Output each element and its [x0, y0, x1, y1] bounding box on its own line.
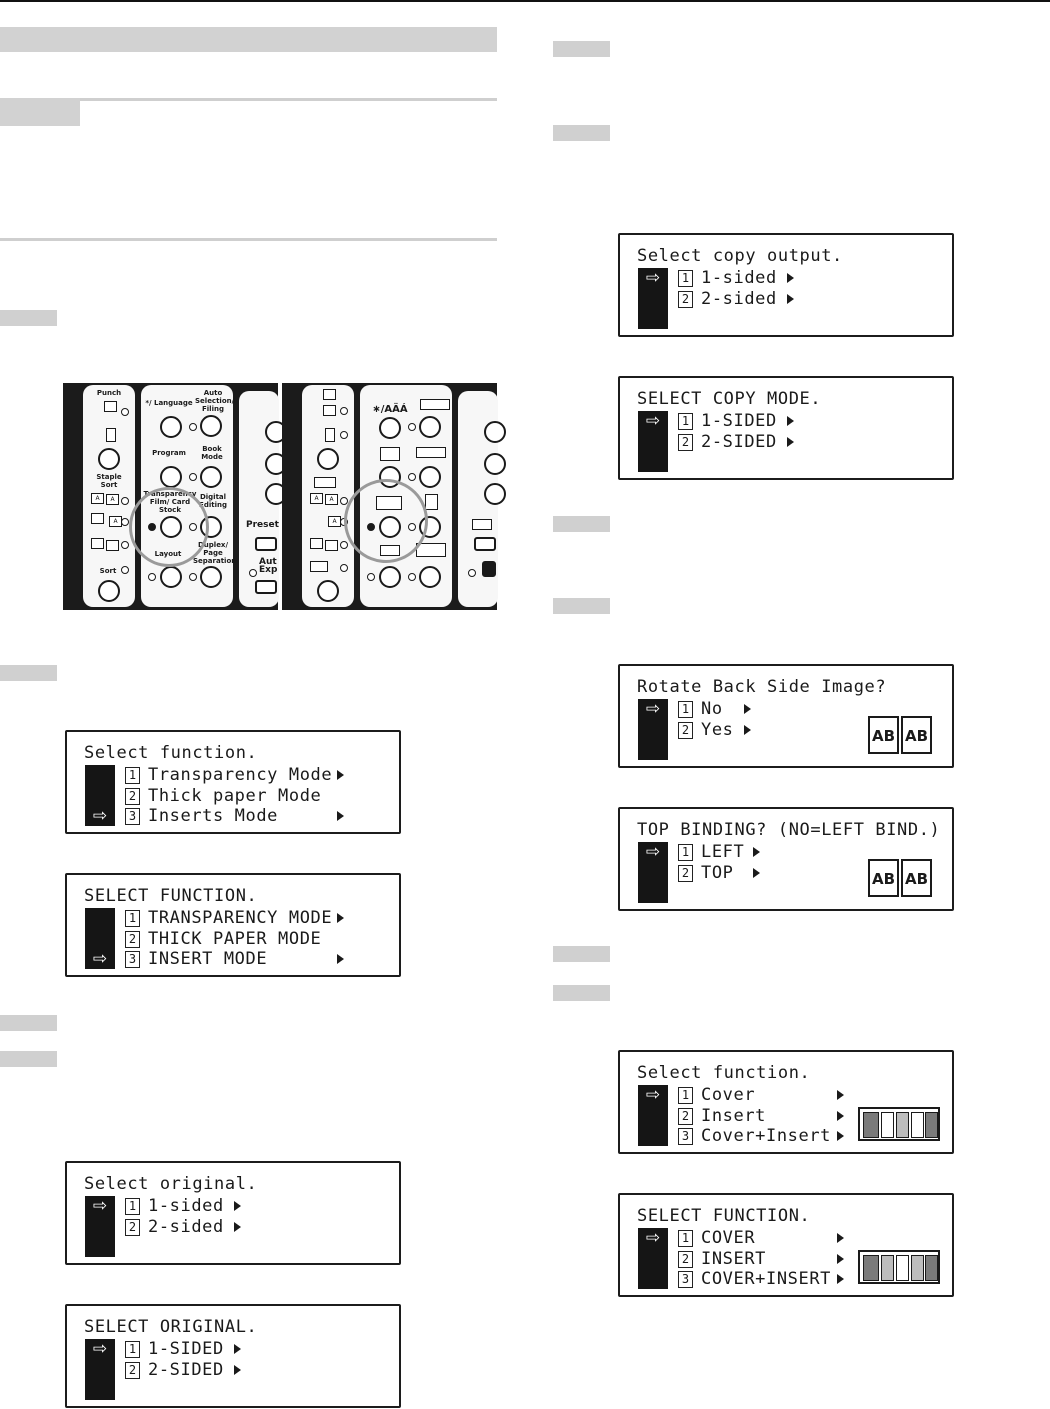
- operation-panel-illustration-left: [63, 383, 278, 610]
- option-number: 2: [125, 931, 140, 948]
- option-label: No: [701, 699, 723, 719]
- book-page-left: AB: [868, 859, 899, 897]
- punch-mode-icon: [104, 401, 117, 412]
- punch-button[interactable]: [98, 448, 120, 470]
- staple-icon: A: [325, 494, 338, 505]
- language-button[interactable]: [379, 417, 401, 439]
- document-stack-icon: [858, 1107, 940, 1141]
- staple-icon: A: [106, 494, 119, 505]
- step-marker: [553, 125, 610, 141]
- submenu-arrow-icon: [744, 725, 751, 735]
- cursor-arrow-icon: ⇨: [645, 268, 661, 288]
- option-label: Yes: [701, 720, 734, 740]
- lcd-screen-cover-insert: [618, 1050, 954, 1154]
- punch-led: [340, 407, 348, 415]
- auto-exposure-button[interactable]: [482, 561, 496, 577]
- lcd-option[interactable]: [678, 1126, 831, 1146]
- submenu-arrow-icon: [837, 1254, 844, 1264]
- panel-button[interactable]: [484, 453, 506, 475]
- submenu-arrow-icon: [753, 847, 760, 857]
- step-marker: [553, 41, 610, 57]
- submenu-arrow-icon: [234, 1201, 241, 1211]
- option-number: 3: [125, 808, 140, 825]
- lcd-title: SELECT FUNCTION.: [84, 886, 258, 906]
- cursor-arrow-icon: ⇨: [645, 1228, 661, 1248]
- lcd-title: Select function.: [637, 1063, 811, 1083]
- staple-sort-label: Staple Sort: [96, 473, 122, 489]
- option-label: THICK PAPER MODE: [148, 929, 322, 949]
- option-number: 2: [125, 788, 140, 805]
- option-number: 2: [678, 722, 693, 739]
- book-mode-button[interactable]: [419, 466, 441, 488]
- operation-panel-illustration-right: [282, 383, 497, 610]
- option-label: 1-sided: [701, 268, 777, 288]
- layout-label: Layout: [154, 550, 182, 558]
- submenu-arrow-icon: [837, 1090, 844, 1100]
- step-marker: [553, 946, 610, 962]
- sort-icon: [310, 561, 328, 572]
- step-marker: [553, 516, 610, 532]
- lcd-screen-top-binding: [618, 807, 954, 911]
- lcd-option[interactable]: [678, 842, 744, 862]
- preset-button[interactable]: [255, 537, 277, 551]
- option-number: 1: [678, 701, 693, 718]
- lcd-title: SELECT COPY MODE.: [637, 389, 822, 409]
- hole-icon: [106, 428, 116, 442]
- duplex-led: [408, 573, 416, 581]
- lcd-option[interactable]: [678, 411, 777, 431]
- lcd-title: Select original.: [84, 1174, 258, 1194]
- staple-sort-button[interactable]: [317, 580, 339, 602]
- sort-label: Sort: [99, 567, 117, 575]
- hole-icon: [325, 428, 335, 442]
- option-number: 2: [678, 865, 693, 882]
- submenu-arrow-icon: [837, 1111, 844, 1121]
- submenu-arrow-icon: [337, 770, 344, 780]
- option-label: Transparency Mode: [148, 765, 333, 785]
- option-number: 1: [678, 1230, 693, 1247]
- lcd-option[interactable]: [678, 1106, 766, 1126]
- lcd-option[interactable]: [678, 432, 777, 452]
- option-number: 1: [125, 910, 140, 927]
- punch-mode-icon: [323, 405, 336, 416]
- book-mode-led: [408, 473, 416, 481]
- lcd-title: Select function.: [84, 743, 258, 763]
- duplex-label: Duplex/ Page Separation: [193, 541, 237, 565]
- option-label: Cover+Insert: [701, 1126, 832, 1146]
- option-label: LEFT: [701, 842, 745, 862]
- staple-icon: [310, 538, 323, 549]
- lcd-option[interactable]: [678, 1228, 755, 1248]
- option-number: 2: [678, 1251, 693, 1268]
- lcd-option[interactable]: [125, 1196, 224, 1216]
- step-marker: [0, 1051, 57, 1067]
- duplex-icon: [416, 543, 446, 557]
- option-number: 1: [125, 767, 140, 784]
- option-number: 3: [678, 1128, 693, 1145]
- lcd-screen-select-function-upper: [65, 873, 401, 977]
- auto-exposure-button[interactable]: [255, 580, 277, 594]
- submenu-arrow-icon: [337, 811, 344, 821]
- punch-button[interactable]: [317, 448, 339, 470]
- layout-button[interactable]: [160, 566, 182, 588]
- book-mode-button[interactable]: [200, 466, 222, 488]
- lcd-option[interactable]: [678, 1249, 766, 1269]
- section-heading-bar: [0, 27, 497, 52]
- staple-icon: [91, 513, 104, 524]
- lcd-title: Rotate Back Side Image?: [637, 677, 887, 697]
- language-button[interactable]: [160, 416, 182, 438]
- option-number: 2: [125, 1219, 140, 1236]
- preset-icon: [472, 519, 492, 530]
- submenu-arrow-icon: [337, 954, 344, 964]
- staple-led: [121, 518, 129, 526]
- option-label: 2-sided: [701, 289, 777, 309]
- auto-exposure-label: Aut Exp: [259, 557, 278, 575]
- submenu-arrow-icon: [837, 1131, 844, 1141]
- lcd-option[interactable]: [125, 765, 332, 785]
- staple-icon: [106, 540, 119, 551]
- lcd-option[interactable]: [125, 1339, 224, 1359]
- staple-led: [121, 497, 129, 505]
- lcd-title: SELECT ORIGINAL.: [84, 1317, 258, 1337]
- duplex-led: [189, 573, 197, 581]
- lcd-option[interactable]: [678, 699, 723, 719]
- lcd-screen-select-original-upper: [65, 1304, 401, 1408]
- lcd-option[interactable]: [678, 1085, 755, 1105]
- lcd-option[interactable]: [125, 786, 321, 806]
- lcd-option[interactable]: [125, 1217, 224, 1237]
- cursor-arrow-icon: ⇨: [92, 1196, 108, 1216]
- lcd-screen-rotate-back-side: [618, 664, 954, 768]
- lcd-screen-select-function: [65, 730, 401, 834]
- option-label: 2-SIDED: [148, 1360, 224, 1380]
- book-page-right: AB: [901, 716, 932, 754]
- submenu-arrow-icon: [234, 1365, 241, 1375]
- lcd-option[interactable]: [678, 289, 777, 309]
- option-label: 1-SIDED: [148, 1339, 224, 1359]
- option-label: TOP: [701, 863, 734, 883]
- lcd-title: Select copy output.: [637, 246, 843, 266]
- language-label: */ Language: [145, 399, 193, 407]
- lcd-screen-select-copy-mode: [618, 376, 954, 480]
- section-rule-2: [0, 238, 497, 241]
- option-label: Thick paper Mode: [148, 786, 322, 806]
- option-number: 1: [678, 270, 693, 287]
- preset-button[interactable]: [474, 537, 496, 551]
- punch-label: Punch: [96, 389, 122, 397]
- book-page-left: AB: [868, 716, 899, 754]
- option-number: 3: [125, 951, 140, 968]
- book-page-right: AB: [901, 859, 932, 897]
- option-label: TRANSPARENCY MODE: [148, 908, 333, 928]
- digital-editing-label: Digital Editing: [199, 493, 227, 509]
- lcd-option[interactable]: [125, 949, 267, 969]
- option-label: Cover: [701, 1085, 756, 1105]
- cursor-arrow-icon: ⇨: [645, 842, 661, 862]
- lcd-option[interactable]: [125, 806, 278, 826]
- auto-selection-button[interactable]: [419, 416, 441, 438]
- lcd-screen-cover-insert-upper: [618, 1193, 954, 1297]
- option-label: 1-sided: [148, 1196, 224, 1216]
- cursor-arrow-icon: ⇨: [92, 806, 108, 826]
- program-label: Program: [152, 449, 186, 457]
- option-label: Insert: [701, 1106, 767, 1126]
- header-rule: [0, 0, 1050, 2]
- staple-icon: [91, 538, 104, 549]
- auto-selection-button[interactable]: [200, 415, 222, 437]
- auto-selection-led: [189, 423, 197, 431]
- subheading-bar: [0, 98, 80, 126]
- option-number: 1: [678, 413, 693, 430]
- lcd-option[interactable]: [678, 863, 734, 883]
- lcd-option[interactable]: [678, 1269, 831, 1289]
- lcd-option[interactable]: [678, 720, 734, 740]
- lcd-screen-select-original: [65, 1161, 401, 1265]
- submenu-arrow-icon: [837, 1274, 844, 1284]
- book-mode-icon: [416, 447, 446, 458]
- sort-led: [121, 566, 129, 574]
- open-book-icon: [868, 716, 934, 756]
- lcd-title: TOP BINDING? (NO=LEFT BIND.): [637, 820, 941, 840]
- lcd-option[interactable]: [125, 908, 332, 928]
- staple-led: [121, 541, 129, 549]
- document-stack-icon: [858, 1250, 940, 1284]
- highlight-circle: [129, 487, 209, 567]
- option-number: 2: [678, 434, 693, 451]
- option-label: INSERT MODE: [148, 949, 268, 969]
- lcd-option[interactable]: [125, 1360, 224, 1380]
- staple-icon: A: [91, 493, 104, 504]
- cursor-arrow-icon: ⇨: [645, 411, 661, 431]
- submenu-arrow-icon: [787, 273, 794, 283]
- layout-led: [148, 573, 156, 581]
- duplex-button[interactable]: [419, 566, 441, 588]
- option-number: 1: [125, 1198, 140, 1215]
- auto-selection-led: [408, 423, 416, 431]
- step-marker: [553, 598, 610, 614]
- step-marker: [0, 1015, 57, 1031]
- auto-exposure-led: [249, 569, 257, 577]
- auto-selection-label: Auto Selection/ Filing: [195, 389, 235, 413]
- punch-led: [121, 408, 129, 416]
- option-label: Inserts Mode: [148, 806, 279, 826]
- submenu-arrow-icon: [787, 294, 794, 304]
- staple-icon: A: [310, 493, 323, 504]
- staple-icon: A: [109, 516, 122, 527]
- option-label: 2-SIDED: [701, 432, 777, 452]
- step-marker: [553, 985, 610, 1001]
- transparency-label: Transparency Film/ Card Stock: [143, 490, 197, 514]
- panel-button[interactable]: [484, 421, 506, 443]
- hole-led: [340, 431, 348, 439]
- submenu-arrow-icon: [787, 437, 794, 447]
- cursor-arrow-icon: ⇨: [645, 699, 661, 719]
- submenu-arrow-icon: [234, 1222, 241, 1232]
- language-symbol: ∗/AÄÁ: [372, 404, 408, 415]
- punch-icon: [323, 389, 336, 400]
- highlight-circle: [344, 479, 428, 563]
- submenu-arrow-icon: [234, 1344, 241, 1354]
- option-number: 1: [678, 1087, 693, 1104]
- lcd-screen-select-copy-output: [618, 233, 954, 337]
- staple-sort-icon: [314, 477, 336, 488]
- submenu-arrow-icon: [753, 868, 760, 878]
- step-marker: [0, 310, 57, 326]
- auto-selection-icon: [420, 399, 450, 410]
- duplex-button[interactable]: [200, 566, 222, 588]
- submenu-arrow-icon: [837, 1233, 844, 1243]
- lcd-option[interactable]: [125, 929, 321, 949]
- staple-icon: A: [328, 516, 341, 527]
- option-label: 1-SIDED: [701, 411, 777, 431]
- option-number: 1: [125, 1341, 140, 1358]
- preset-label: Preset: [246, 520, 279, 530]
- program-icon: [380, 447, 400, 461]
- option-label: COVER+INSERT: [701, 1269, 832, 1289]
- option-label: INSERT: [701, 1249, 767, 1269]
- step-marker: [0, 665, 57, 681]
- option-number: 2: [125, 1362, 140, 1379]
- submenu-arrow-icon: [337, 913, 344, 923]
- option-number: 2: [678, 291, 693, 308]
- open-book-icon: [868, 859, 934, 899]
- lcd-title: SELECT FUNCTION.: [637, 1206, 811, 1226]
- lcd-option[interactable]: [678, 268, 777, 288]
- auto-exposure-led: [468, 569, 476, 577]
- option-number: 2: [678, 1108, 693, 1125]
- digital-editing-icon: [425, 494, 438, 510]
- book-mode-label: Book Mode: [201, 445, 223, 461]
- staple-led: [340, 541, 348, 549]
- submenu-arrow-icon: [744, 704, 751, 714]
- book-mode-led: [189, 473, 197, 481]
- option-number: 3: [678, 1271, 693, 1288]
- option-label: COVER: [701, 1228, 756, 1248]
- staple-sort-button[interactable]: [98, 580, 120, 602]
- option-label: 2-sided: [148, 1217, 224, 1237]
- layout-button[interactable]: [379, 566, 401, 588]
- staple-icon: [325, 540, 338, 551]
- option-number: 1: [678, 844, 693, 861]
- submenu-arrow-icon: [787, 416, 794, 426]
- panel-button[interactable]: [484, 483, 506, 505]
- cursor-arrow-icon: ⇨: [92, 949, 108, 969]
- cursor-arrow-icon: ⇨: [92, 1339, 108, 1359]
- cursor-arrow-icon: ⇨: [645, 1085, 661, 1105]
- layout-led: [367, 573, 375, 581]
- program-button[interactable]: [160, 466, 182, 488]
- sort-led: [340, 564, 348, 572]
